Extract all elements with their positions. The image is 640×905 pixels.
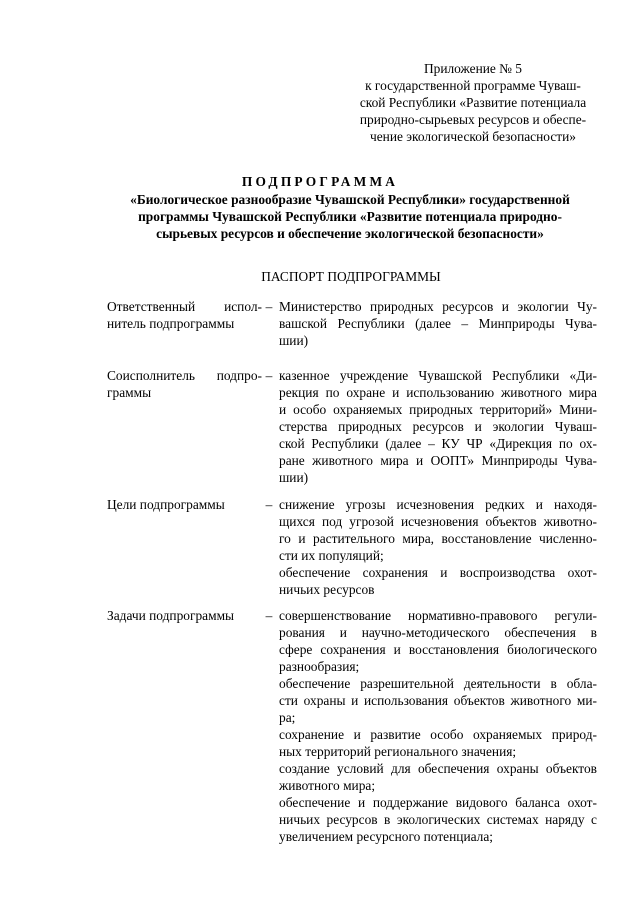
value-line: обеспечение разрешительной деятельности в обла- <box>279 676 597 691</box>
appendix-line: к государственной программе Чуваш- <box>365 78 581 93</box>
row-label <box>107 298 262 332</box>
label-line: нитель подпрограммы <box>107 316 235 331</box>
label-line: Цели подпрограммы <box>107 497 225 512</box>
appendix-reference <box>349 60 597 145</box>
value-line: шии) <box>279 333 309 348</box>
row-label <box>107 496 262 513</box>
value-line: животного мира; <box>279 778 376 793</box>
row-value <box>279 496 597 598</box>
appendix-line: ской Республики «Развитие потенциала <box>359 95 587 110</box>
value-line: ране животного мира и ООПТ» Минприроды Чува- <box>279 453 597 468</box>
label-word: подпро- <box>216 368 262 383</box>
value-line: ничьих ресурсов <box>279 582 375 597</box>
value-line: стерства природных ресурсов и экологии Чуваш- <box>279 419 597 434</box>
row-dash: – <box>265 608 273 623</box>
value-line: совершенствование нормативно-правового регули- <box>279 608 597 623</box>
value-line: обеспечение сохранения и воспроизводства охот- <box>279 565 597 580</box>
value-line: сохранение и развитие особо охраняемых природ- <box>279 727 597 742</box>
value-line: рекция по охране и использованию животного мира <box>279 385 597 400</box>
value-line: сфере сохранения и восстановления биологического <box>279 642 597 657</box>
appendix-line: Приложение № 5 <box>423 61 523 76</box>
label-line: Задачи подпрограммы <box>107 608 235 623</box>
subprogram-name-line: «Биологическое разнообразие Чувашской Республики» государственной <box>130 192 570 207</box>
row-value <box>279 298 597 349</box>
value-line: ской Республики (далее – КУ ЧР «Дирекция по ох- <box>279 436 597 451</box>
value-line: обеспечение и поддержание видового баланса охот- <box>279 795 597 810</box>
value-line: вашской Республики (далее – Минприроды Чува- <box>279 316 597 331</box>
value-line: щихся под угрозой исчезновения объектов животно- <box>279 514 597 529</box>
value-line: Министерство природных ресурсов и экологии Чу- <box>279 299 597 314</box>
value-line: ра; <box>279 710 296 725</box>
label-word: Ответственный <box>107 299 196 314</box>
label-word: испол- <box>224 299 262 314</box>
value-line: сти их популяций; <box>279 548 384 563</box>
value-line: ных территорий регионального значения; <box>279 744 517 759</box>
row-dash: – <box>265 299 273 314</box>
subprogram-name-line: программы Чувашской Республики «Развитие потенциала природно- <box>138 209 562 224</box>
value-line: шии) <box>279 470 309 485</box>
row-label <box>107 607 262 624</box>
value-line: рования и научно-методического обеспечения в <box>279 625 597 640</box>
appendix-line: чение экологической безопасности» <box>370 129 576 144</box>
value-line: ничьих ресурсов в экологических системах наряду с <box>279 812 597 827</box>
value-line: и особо охраняемых природных территорий» Мини- <box>279 402 597 417</box>
subprogram-name-line: сырьевых ресурсов и обеспечение экологической безопасности» <box>156 226 544 241</box>
value-line: сти охраны и использования объектов животного ми- <box>279 693 597 708</box>
row-value <box>279 367 597 486</box>
value-line: снижение угрозы исчезновения редких и находя- <box>279 497 597 512</box>
row-dash: – <box>265 368 273 383</box>
subprogram-name <box>100 191 600 242</box>
subprogram-heading: ПОДПРОГРАММА <box>241 174 399 189</box>
row-value <box>279 607 597 845</box>
label-word: Соисполнитель <box>107 368 196 383</box>
label-line: граммы <box>107 385 152 400</box>
passport-title: ПАСПОРТ ПОДПРОГРАММЫ <box>261 269 441 284</box>
value-line: создание условий для обеспечения охраны объектов <box>279 761 597 776</box>
appendix-line: природно-сырьевых ресурсов и обеспе- <box>359 112 587 127</box>
label-line <box>107 298 262 315</box>
label-line <box>107 367 262 384</box>
row-label <box>107 367 262 401</box>
value-line: разнообразия; <box>279 659 360 674</box>
value-line: увеличением ресурсного потенциала; <box>279 829 494 844</box>
row-dash: – <box>265 497 273 512</box>
value-line: казенное учреждение Чувашской Республики «Ди- <box>279 368 597 383</box>
value-line: го и растительного мира, восстановление численно- <box>279 531 597 546</box>
